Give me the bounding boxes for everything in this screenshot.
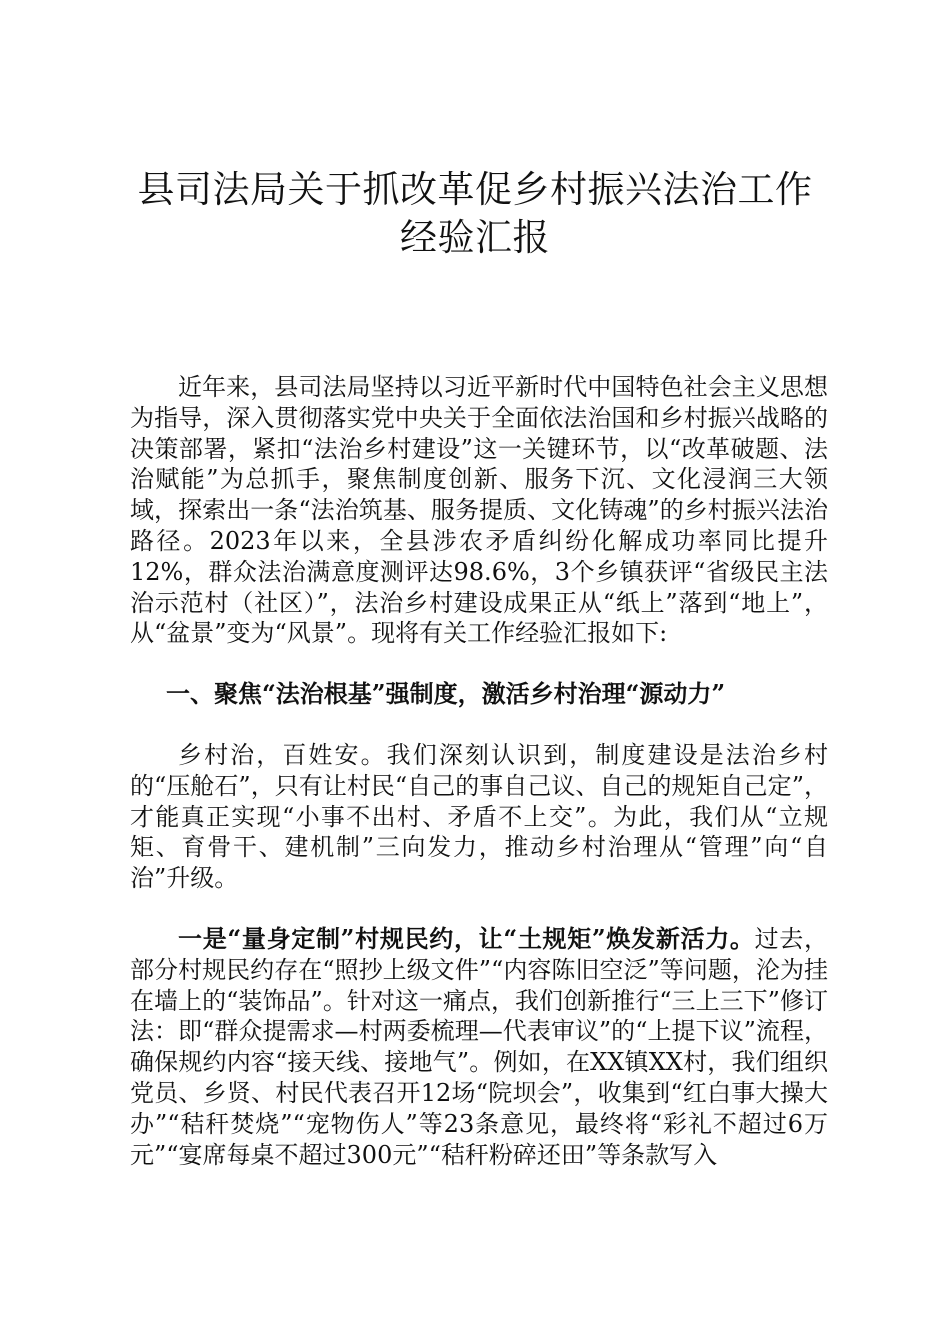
section1-intro-paragraph: 乡村治，百姓安。我们深刻认识到，制度建设是法治乡村的“压舱石”，只有让村民“自己的事自己议、自己的规矩自己定”，才能真正实现“小事不出村、矛盾不上交”。为此，我们从“立规矩、育骨干、建机制”三向发力，推动乡村治理从“管理”向“自治”升级。 xyxy=(130,740,828,893)
intro-paragraph: 近年来，县司法局坚持以习近平新时代中国特色社会主义思想为指导，深入贯彻落实党中央关于全面依法治国和乡村振兴战略的决策部署，紧扣“法治乡村建设”这一关键环节，以“改革破题、法治赋能”为总抓手，聚焦制度创新、服务下沉、文化浸润三大领域，探索出一条“法治筑基、服务提质、文化铸魂”的乡村振兴法治路径。2023年以来，全县涉农矛盾纠纷化解成功率同比提升12%，群众法治满意度测评达98.6%，3个乡镇获评“省级民主法治示范村（社区）”，法治乡村建设成果正从“纸上”落到“地上”，从“盆景”变为“风景”。现将有关工作经验汇报如下: xyxy=(130,373,828,648)
point1-lead: 一是“量身定制”村规民约，让“土规矩”焕发新活力。 xyxy=(178,923,755,953)
point1-paragraph xyxy=(130,924,828,1170)
document-body xyxy=(130,372,828,1170)
document-title: 县司法局关于抓改革促乡村振兴法治工作经验汇报 xyxy=(137,168,813,259)
section-heading-1: 一、聚焦“法治根基”强制度，激活乡村治理“源动力” xyxy=(166,679,726,709)
point1-body: 过去，部分村规民约存在“照抄上级文件”“内容陈旧空泛”等问题，沦为挂在墙上的“装饰品”。针对这一痛点，我们创新推行“三上三下”修订法：即“群众提需求—村两委梳理—代表审议”的“上提下议”流程，确保规约内容“接天线、接地气”。例如，在XX镇XX村，我们组织党员、乡贤、村民代表召开12场“院坝会”，收集到“红白事大操大办”“秸秆焚烧”“宠物伤人”等23条意见，最终将“彩礼不超过6万元”“宴席每桌不超过300元”“秸秆粉碎还田”等条款写入 xyxy=(130,924,829,1169)
